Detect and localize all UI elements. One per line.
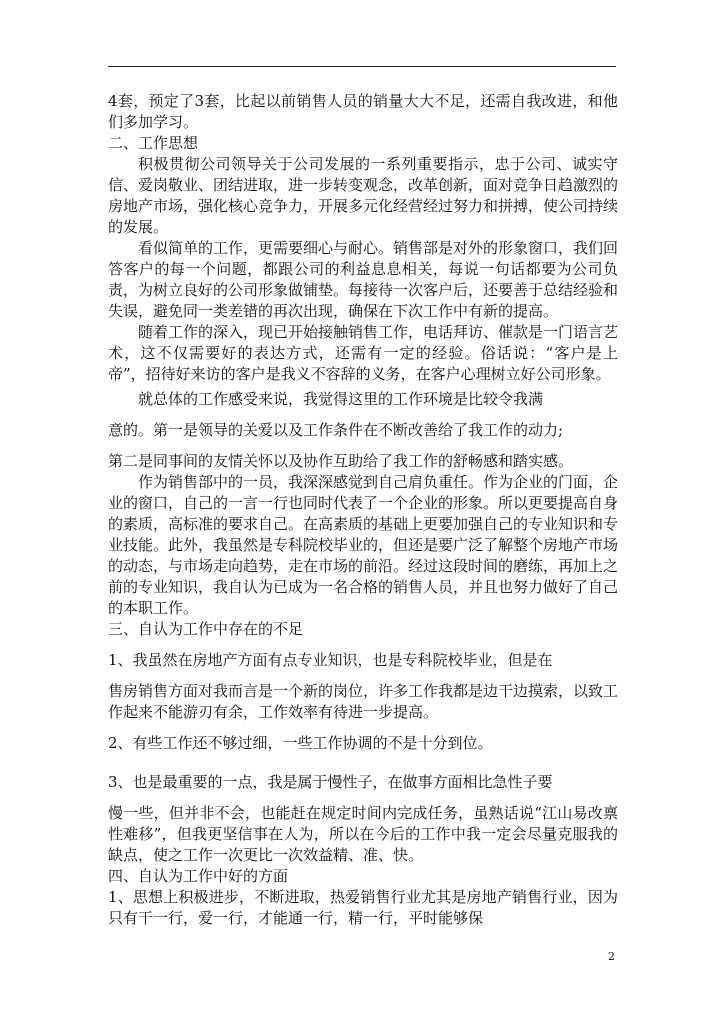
list-item: 2、有些工作还不够过细，一些工作协调的不是十分到位。 (108, 734, 493, 752)
paragraph: 随着工作的深入，现已开始接触销售工作，电话拜访、催款是一门语言艺术，这不仅需要好的表达方式，还需有一定的经验。俗话说：“客户是上帝”，招待好来访的客户是我义不容辞的义务，在客户心理树立好公司形象。 (108, 323, 619, 383)
paragraph: 售房销售方面对我而言是一个新的岗位，许多工作我都是边干边摸索，以致工作起来不能游刃有余，工作效率有待进一步提高。 (108, 682, 619, 721)
paragraph: 慢一些，但并非不会，也能赶在规定时间内完成任务，虽熟话说“江山易改禀性难移”，但我更坚信事在人为，所以在今后的工作中我一定会尽量克服我的缺点，使之工作一次更比一次效益精、准、快。 (108, 804, 618, 864)
header-rule (108, 66, 616, 67)
paragraph: 第二是同事间的友情关怀以及协作互助给了我工作的舒畅感和踏实感。 (108, 452, 574, 470)
paragraph: 作为销售部中的一员，我深深感觉到自己肩负重任。作为企业的门面，企业的窗口，自己的一言一行也同时代表了一个企业的形象。所以更要提高自身的素质，高标准的要求自己。在高素质的基础上更要加强自己的专业知识和专业技能。此外，我虽然是专科院校毕业的，但还是要广泛了解整个房地产市场的动态，与市场走向趋势，走在市场的前沿。经过这段时间的磨练，再加上之前的专业知识，我自认为已成为一名合格的销售人员，并且也努力做好了自己的本职工作。 (108, 473, 619, 617)
section-heading: 三、自认为工作中存在的不足 (108, 620, 304, 638)
list-item: 1、思想上积极进步，不断进取，热爱销售行业尤其是房地产销售行业，因为只有干一行，爱一行，才能通一行，精一行，平时能够保 (108, 888, 618, 927)
document-body (108, 91, 618, 929)
page-number: 2 (608, 950, 615, 963)
section-heading: 二、工作思想 (108, 134, 199, 152)
list-item: 3、也是最重要的一点，我是属于慢性子，在做事方面相比急性子要 (108, 773, 553, 791)
section-heading: 四、自认为工作中好的方面 (108, 867, 289, 885)
paragraph: 就总体的工作感受来说，我觉得这里的工作环境是比较令我满 (138, 390, 544, 408)
paragraph: 积极贯彻公司领导关于公司发展的一系列重要指示，忠于公司、诚实守信、爱岗敬业、团结进取，进一步转变观念，改革创新，面对竞争日趋激烈的房地产市场，强化核心竞争力，开展多元化经营经过努力和拼搏，使公司持续的发展。 (108, 155, 619, 236)
paragraph: 意的。第一是领导的关爱以及工作条件在不断改善给了我工作的动力; (108, 421, 564, 439)
paragraph: 4套，预定了3套，比起以前销售人员的销量大大不足，还需自我改进，和他们多加学习。 (108, 92, 618, 131)
paragraph: 看似简单的工作，更需要细心与耐心。销售部是对外的形象窗口，我们回答客户的每一个问题，都跟公司的利益息息相关，每说一句话都要为公司负责，为树立良好的公司形象做铺垫。每接待一次客户后，还要善于总结经验和失误，避免同一类差错的再次出现，确保在下次工作中有新的提高。 (108, 239, 619, 320)
list-item: 1、我虽然在房地产方面有点专业知识，也是专科院校毕业，但是在 (108, 651, 553, 669)
